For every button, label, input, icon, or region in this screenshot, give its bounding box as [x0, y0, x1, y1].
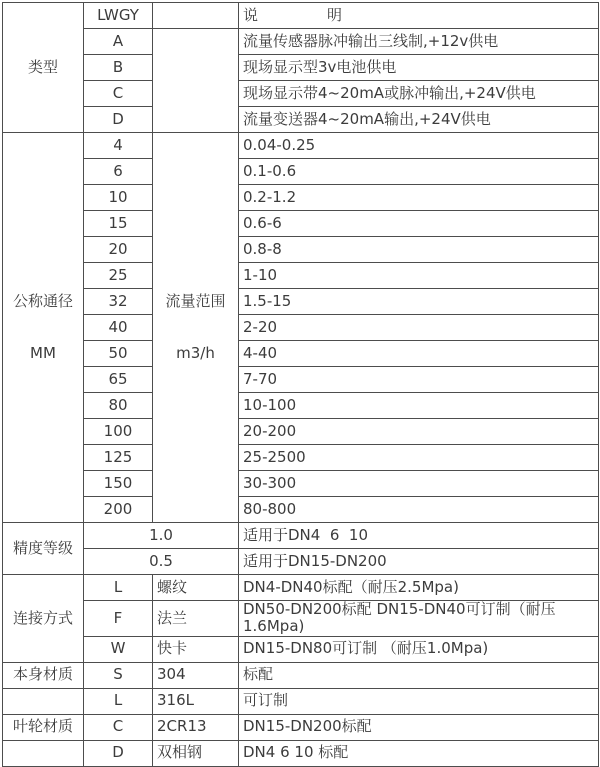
desc-cell: DN4 6 10 标配 — [239, 740, 599, 766]
code-cell: W — [84, 636, 153, 662]
code-cell: S — [84, 662, 153, 688]
table-row — [3, 636, 599, 662]
table-row — [3, 55, 599, 81]
section-label-type: 类型 — [3, 3, 84, 133]
code-cell: 125 — [84, 445, 153, 471]
diameter-label-line1: 公称通径 — [12, 292, 73, 310]
desc-cell: 2-20 — [239, 315, 599, 341]
flow-range-line2: m3/h — [176, 343, 215, 362]
desc-cell: 1-10 — [239, 263, 599, 289]
desc-cell: DN50-DN200标配 DN15-DN40可订制（耐压1.6Mpa) — [239, 601, 599, 637]
desc-cell: DN15-DN200标配 — [239, 714, 599, 740]
desc-cell: 30-300 — [239, 471, 599, 497]
desc-cell: 适用于DN15-DN200 — [239, 549, 599, 575]
table-row — [3, 662, 599, 688]
diameter-label-line2: MM — [30, 343, 56, 362]
connection-name-cell: 法兰 — [153, 601, 239, 637]
code-cell: 150 — [84, 471, 153, 497]
material-name-cell: 316L — [153, 688, 239, 714]
code-cell: L — [84, 688, 153, 714]
code-cell: D — [84, 740, 153, 766]
code-cell: C — [84, 714, 153, 740]
table-row — [3, 237, 599, 263]
code-cell: 15 — [84, 211, 153, 237]
desc-cell: 7-70 — [239, 367, 599, 393]
desc-cell: 流量变送器4~20mA输出,+24V供电 — [239, 107, 599, 133]
desc-cell: 0.1-0.6 — [239, 159, 599, 185]
code-cell: 25 — [84, 263, 153, 289]
table-row — [3, 133, 599, 159]
section-label-accuracy: 精度等级 — [3, 523, 84, 575]
desc-cell: 0.2-1.2 — [239, 185, 599, 211]
desc-cell: 20-200 — [239, 419, 599, 445]
table-row — [3, 263, 599, 289]
table-row — [3, 497, 599, 523]
desc-cell: 流量传感器脉冲输出三线制,+12v供电 — [239, 29, 599, 55]
table-row — [3, 601, 599, 637]
connection-name-cell: 螺纹 — [153, 575, 239, 601]
code-cell: 32 — [84, 289, 153, 315]
flowmeter-spec-table — [2, 2, 599, 767]
empty-header-cell — [153, 3, 239, 29]
code-cell: 50 — [84, 341, 153, 367]
table-row — [3, 81, 599, 107]
table-row — [3, 3, 599, 29]
desc-cell: 4-40 — [239, 341, 599, 367]
code-cell: 80 — [84, 393, 153, 419]
code-cell: 200 — [84, 497, 153, 523]
table-row — [3, 714, 599, 740]
table-row — [3, 740, 599, 766]
table-row — [3, 315, 599, 341]
code-cell: 4 — [84, 133, 153, 159]
material-name-cell: 304 — [153, 662, 239, 688]
code-cell: 6 — [84, 159, 153, 185]
table-row — [3, 211, 599, 237]
desc-cell: 0.04-0.25 — [239, 133, 599, 159]
section-label-impeller-material: 叶轮材质 — [3, 714, 84, 740]
code-cell: C — [84, 81, 153, 107]
table-row — [3, 185, 599, 211]
desc-cell: DN4-DN40标配（耐压2.5Mpa) — [239, 575, 599, 601]
code-cell: F — [84, 601, 153, 637]
table-row — [3, 549, 599, 575]
desc-cell: 1.5-15 — [239, 289, 599, 315]
table-row — [3, 419, 599, 445]
desc-cell: 0.6-6 — [239, 211, 599, 237]
connection-name-cell: 快卡 — [153, 636, 239, 662]
code-cell: 100 — [84, 419, 153, 445]
flow-range-header-cell — [153, 133, 239, 523]
desc-cell: 0.8-8 — [239, 237, 599, 263]
desc-cell: 现场显示带4~20mA或脉冲输出,+24V供电 — [239, 81, 599, 107]
table-row — [3, 445, 599, 471]
table-row — [3, 688, 599, 714]
section-label-diameter — [3, 133, 84, 523]
empty-cell — [153, 29, 239, 133]
desc-cell: 可订制 — [239, 688, 599, 714]
table-row — [3, 341, 599, 367]
code-cell: D — [84, 107, 153, 133]
code-cell: 65 — [84, 367, 153, 393]
material-name-cell: 2CR13 — [153, 714, 239, 740]
table-row — [3, 159, 599, 185]
desc-cell: 适用于DN4 6 10 — [239, 523, 599, 549]
flow-range-line1: 流量范围 — [165, 292, 226, 310]
description-header-cell: 说明 — [239, 3, 599, 29]
desc-cell: 25-2500 — [239, 445, 599, 471]
desc-cell: 标配 — [239, 662, 599, 688]
code-cell: 40 — [84, 315, 153, 341]
table-row — [3, 289, 599, 315]
code-cell: 10 — [84, 185, 153, 211]
desc-cell: DN15-DN80可订制 （耐压1.0Mpa) — [239, 636, 599, 662]
code-cell: L — [84, 575, 153, 601]
table-row — [3, 29, 599, 55]
section-label-empty — [3, 740, 84, 766]
desc-cell: 80-800 — [239, 497, 599, 523]
model-code-cell: LWGY — [84, 3, 153, 29]
accuracy-value-cell: 0.5 — [84, 549, 239, 575]
section-label-empty — [3, 688, 84, 714]
table-row — [3, 523, 599, 549]
table-row — [3, 575, 599, 601]
table-row — [3, 471, 599, 497]
section-label-body-material: 本身材质 — [3, 662, 84, 688]
code-cell: 20 — [84, 237, 153, 263]
code-cell: A — [84, 29, 153, 55]
desc-cell: 现场显示型3v电池供电 — [239, 55, 599, 81]
section-label-connection: 连接方式 — [3, 575, 84, 663]
desc-cell: 10-100 — [239, 393, 599, 419]
table-row — [3, 107, 599, 133]
table-row — [3, 367, 599, 393]
accuracy-value-cell: 1.0 — [84, 523, 239, 549]
code-cell: B — [84, 55, 153, 81]
table-row — [3, 393, 599, 419]
material-name-cell: 双相钢 — [153, 740, 239, 766]
